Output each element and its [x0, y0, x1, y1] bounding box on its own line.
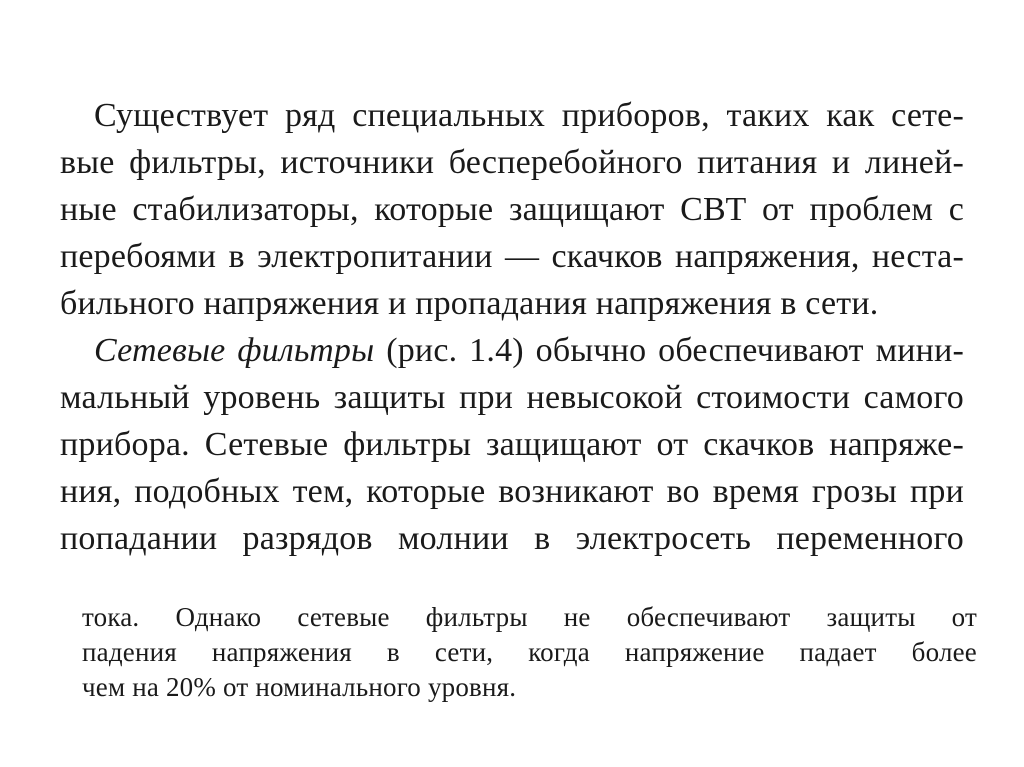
paragraph-1 [60, 92, 964, 327]
text-line: ния, подобных тем, которые возникают во время грозы при [60, 473, 964, 510]
text-line: мальный уровень защиты при невысокой стоимости самого [60, 379, 964, 416]
continuation-text-block [82, 600, 977, 705]
text-line: чем на 20% от номинального уровня. [82, 672, 517, 702]
paragraph-2 [60, 327, 964, 562]
text-line: бильного напряжения и пропадания напряжения в сети. [60, 285, 879, 322]
text-line: попадании разрядов молнии в электросеть переменного [60, 520, 964, 557]
text-span: (рис. 1.4) обычно обеспечивают мини- [374, 332, 964, 369]
text-line: падения напряжения в сети, когда напряжение падает более [82, 637, 977, 667]
text-line: тока. Однако сетевые фильтры не обеспечивают защиты от [82, 602, 977, 632]
text-line: прибора. Сетевые фильтры защищают от скачков напряже- [60, 426, 964, 463]
italic-term: Сетевые фильтры [94, 332, 375, 369]
text-line: Существует ряд специальных приборов, таких как сете- [94, 97, 964, 134]
text-line: ные стабилизаторы, которые защищают СВТ от проблем с [60, 191, 964, 228]
text-line: вые фильтры, источники бесперебойного питания и линей- [60, 144, 964, 181]
main-text-block [60, 92, 964, 562]
text-line: перебоями в электропитании — скачков напряжения, неста- [60, 238, 964, 275]
text-line [60, 327, 964, 374]
